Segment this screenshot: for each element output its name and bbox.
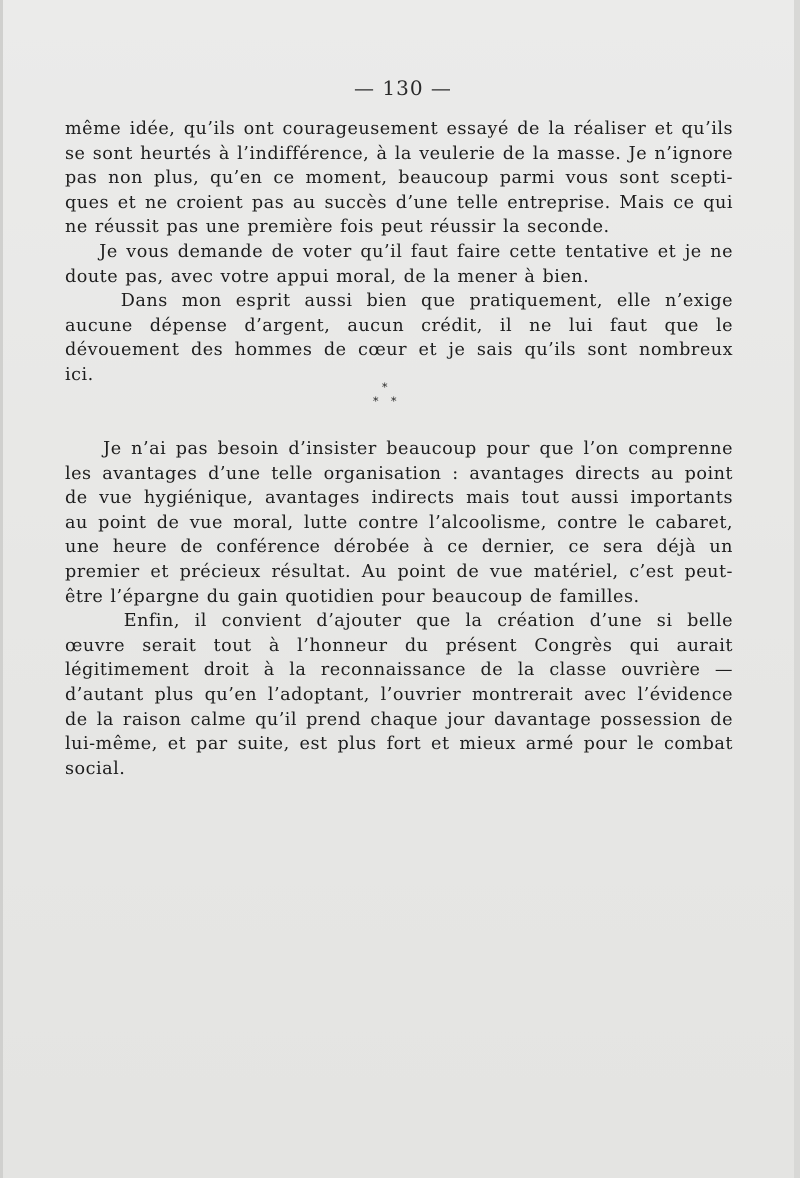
text-line: doute pas, avec votre appui moral, de la mener à bien. <box>65 266 590 287</box>
text-line: légitimement droit à la reconnaissance de la classe ouvrière — <box>65 660 733 681</box>
asterisk: * <box>391 395 397 408</box>
text-line: même idée, qu’ils ont courageusement essayé de la réaliser et qu’ils <box>65 119 733 139</box>
text-line: de la raison calme qu’il prend chaque jour davantage possession de <box>65 709 733 730</box>
asterisk: * <box>382 381 388 394</box>
text-line: pas non plus, qu’en ce moment, beaucoup parmi vous sont scepti- <box>65 168 733 189</box>
paragraph-block-1 <box>65 117 733 388</box>
text-line: Enfin, il convient d’ajouter que la création d’une si belle <box>65 611 733 632</box>
text-line: premier et précieux résultat. Au point de vue matériel, c’est peut- <box>65 561 733 582</box>
text-line: lui-même, et par suite, est plus fort et mieux armé pour le combat <box>65 734 733 755</box>
section-asterism <box>363 378 413 414</box>
text-line: les avantages d’une telle organisation : avantages directs au point <box>65 463 733 484</box>
text-line: social. <box>65 758 126 779</box>
text-line: ques et ne croient pas au succès d’une telle entreprise. Mais ce qui <box>65 192 733 213</box>
text-line: ici. <box>65 364 94 385</box>
text-line: être l’épargne du gain quotidien pour beaucoup de familles. <box>65 586 640 607</box>
page-number: — 130 — <box>354 76 452 100</box>
paragraph-block-2 <box>65 437 733 781</box>
text-line: aucune dépense d’argent, aucun crédit, il ne lui faut que le <box>65 315 733 336</box>
text-line: ne réussit pas une première fois peut réussir la seconde. <box>65 217 610 238</box>
asterisk: * <box>373 395 379 408</box>
text-line: Je vous demande de voter qu’il faut faire cette tentative et je ne <box>65 241 733 262</box>
text-line: Je n’ai pas besoin d’insister beaucoup pour que l’on comprenne <box>65 439 733 459</box>
text-line: se sont heurtés à l’indifférence, à la veulerie de la masse. Je n’ignore <box>65 143 733 164</box>
text-line: une heure de conférence dérobée à ce dernier, ce sera déjà un <box>65 537 733 558</box>
text-line: au point de vue moral, lutte contre l’alcoolisme, contre le cabaret, <box>65 512 733 533</box>
text-line: œuvre serait tout à l’honneur du présent Congrès qui aurait <box>65 635 733 656</box>
text-line: de vue hygiénique, avantages indirects mais tout aussi importants <box>65 488 733 509</box>
text-line: Dans mon esprit aussi bien que pratiquement, elle n’exige <box>65 291 733 312</box>
text-line: d’autant plus qu’en l’adoptant, l’ouvrier montrerait avec l’évidence <box>65 684 733 705</box>
text-line: dévouement des hommes de cœur et je sais qu’ils sont nombreux <box>65 340 733 361</box>
